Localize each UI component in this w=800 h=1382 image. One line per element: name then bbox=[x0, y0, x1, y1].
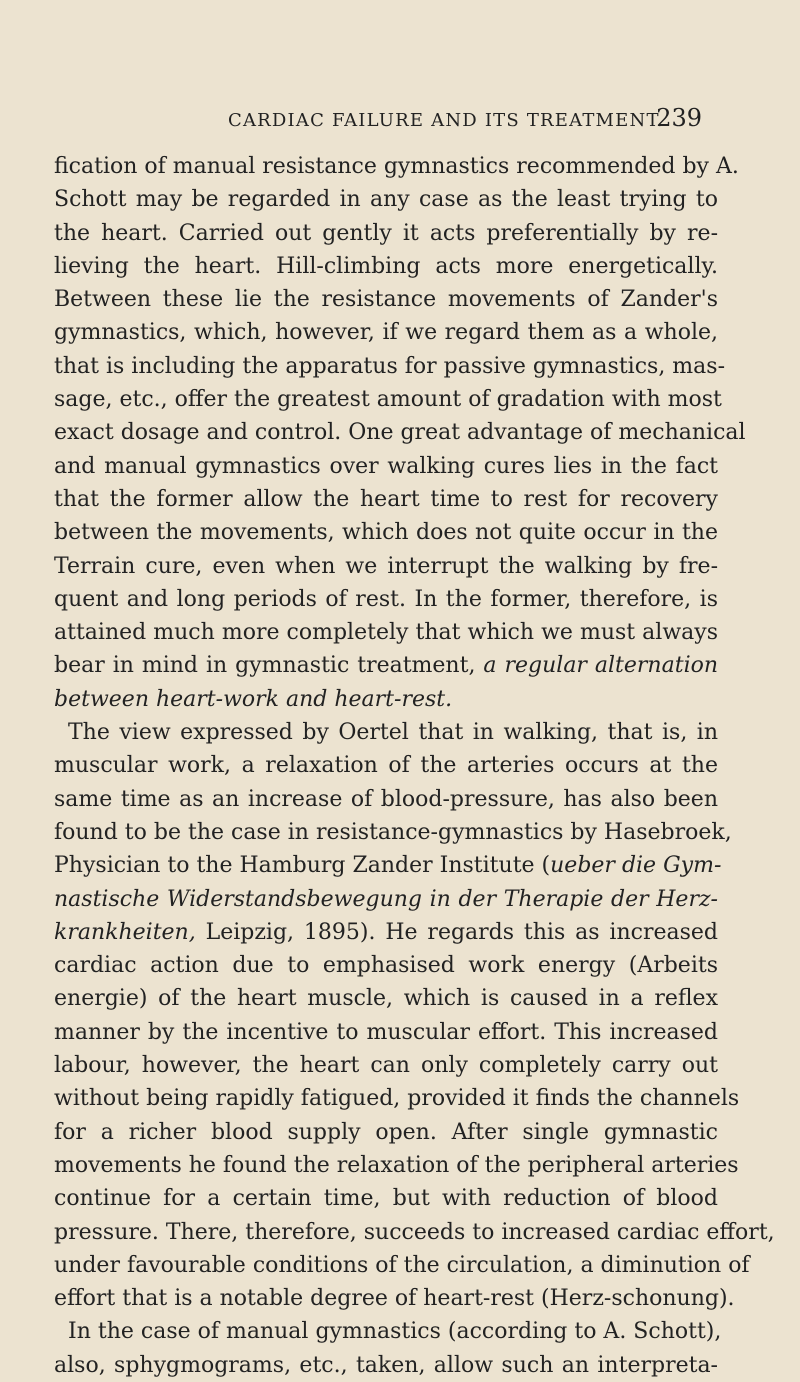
text-line: Between these lie the resistance movements of Zander's bbox=[54, 287, 718, 313]
text-run: bear in mind in gymnastic treatment, bbox=[54, 653, 476, 679]
text-line: muscular work, a relaxation of the arteries occurs at the bbox=[54, 753, 718, 779]
text-line: continue for a certain time, but with reduction of blood bbox=[54, 1186, 718, 1212]
text-line: sage, etc., offer the greatest amount of gradation with most bbox=[54, 387, 722, 413]
running-head-title: CARDIAC FAILURE AND ITS TREATMENT. bbox=[228, 110, 664, 131]
paragraph-start-line: In the case of manual gymnastics (according to A. Schott), bbox=[68, 1319, 722, 1345]
italic-run: nastische Widerstandsbewegung in der Therapie der Herz- bbox=[54, 886, 718, 912]
running-head bbox=[120, 104, 702, 134]
text-line: energie) of the heart muscle, which is caused in a reflex bbox=[54, 986, 718, 1012]
text-line: Terrain cure, even when we interrupt the walking by fre- bbox=[54, 553, 718, 579]
italic-run: between heart-work and heart-rest. bbox=[54, 686, 453, 712]
text-line: fication of manual resistance gymnastics recommended by A. bbox=[54, 154, 739, 179]
text-line: lieving the heart. Hill-climbing acts more energetically. bbox=[54, 253, 718, 279]
page-number: 239 bbox=[656, 104, 702, 132]
text-line-mixed bbox=[54, 649, 718, 682]
text-line-italic bbox=[54, 883, 718, 916]
text-line-mixed bbox=[54, 849, 722, 882]
text-line: attained much more completely that which we must always bbox=[54, 620, 718, 646]
text-line: found to be the case in resistance-gymnastics by Hasebroek, bbox=[54, 819, 732, 845]
text-line: movements he found the relaxation of the peripheral arteries bbox=[54, 1152, 739, 1178]
text-line bbox=[54, 916, 718, 949]
text-line: effort that is a notable degree of heart-rest (Herz-schonung). bbox=[54, 1286, 735, 1312]
italic-run: krankheiten, bbox=[54, 919, 196, 945]
text-line-italic bbox=[54, 683, 718, 716]
text-line: under favourable conditions of the circulation, a diminution of bbox=[54, 1252, 750, 1278]
text-line: same time as an increase of blood-pressure, has also been bbox=[54, 786, 718, 812]
text-line: labour, however, the heart can only completely carry out bbox=[54, 1053, 718, 1079]
text-line: pressure. There, therefore, succeeds to increased cardiac effort, bbox=[54, 1219, 775, 1245]
italic-run: ueber die Gym- bbox=[550, 853, 722, 879]
text-line: manner by the incentive to muscular effort. This increased bbox=[54, 1019, 718, 1045]
text-line: cardiac action due to emphasised work energy (Arbeits bbox=[54, 953, 718, 979]
body-text bbox=[54, 150, 775, 1382]
text-run: Physician to the Hamburg Zander Institute ( bbox=[54, 853, 551, 879]
text-line: the heart. Carried out gently it acts preferentially by re- bbox=[54, 220, 718, 246]
text-line: without being rapidly fatigued, provided it finds the channels bbox=[54, 1086, 740, 1112]
text-line: exact dosage and control. One great advantage of mechanical bbox=[54, 420, 746, 446]
paragraph-start-line: The view expressed by Oertel that in walking, that is, in bbox=[68, 720, 718, 746]
text-line: Schott may be regarded in any case as the least trying to bbox=[54, 187, 718, 213]
text-line: that the former allow the heart time to rest for recovery bbox=[54, 486, 718, 512]
text-line: for a richer blood supply open. After single gymnastic bbox=[54, 1119, 718, 1145]
text-run: Leipzig, 1895). He regards this as increased bbox=[195, 919, 718, 945]
text-line: that is including the apparatus for passive gymnastics, mas- bbox=[54, 353, 725, 379]
italic-run: a regular alternation bbox=[483, 653, 719, 679]
text-line: and manual gymnastics over walking cures lies in the fact bbox=[54, 453, 718, 479]
text-line: also, sphygmograms, etc., taken, allow such an interpreta- bbox=[54, 1352, 718, 1378]
text-line: between the movements, which does not quite occur in the bbox=[54, 520, 718, 546]
text-line: gymnastics, which, however, if we regard them as a whole, bbox=[54, 320, 718, 346]
text-line: quent and long periods of rest. In the former, therefore, is bbox=[54, 586, 718, 612]
